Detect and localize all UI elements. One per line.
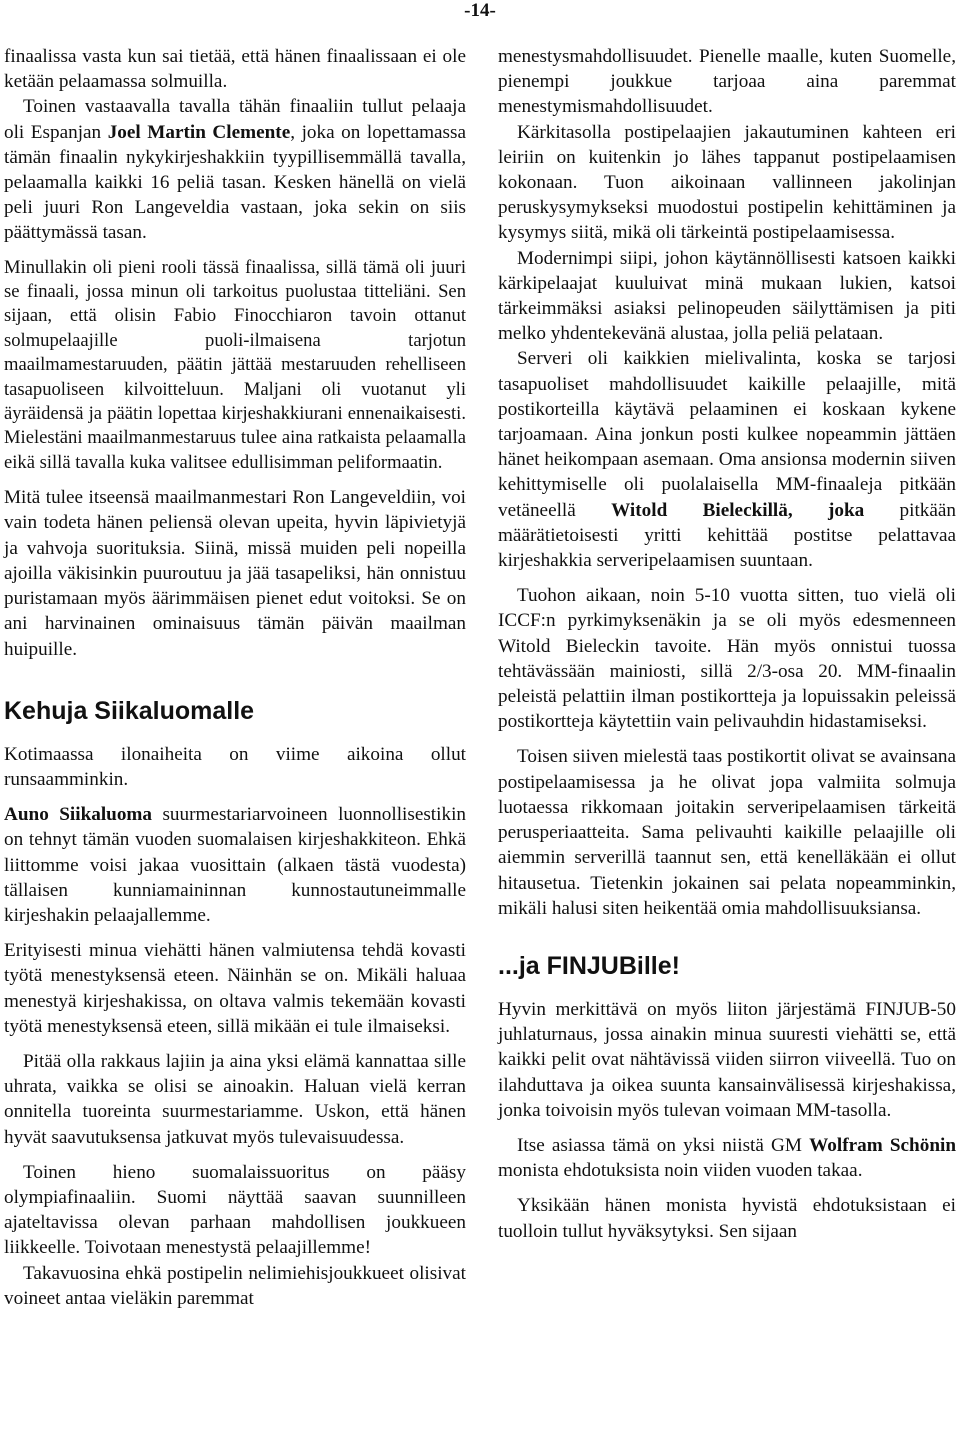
paragraph: Yksikään hänen monista hyvistä ehdotuksistaan ei tuolloin tullut hyväksytyksi. Sen sijaan — [498, 1195, 956, 1242]
paragraph: Kotimaassa ilonaiheita on viime aikoina ollut runsaamminkin. — [4, 743, 466, 790]
page-number: -14- — [464, 0, 496, 21]
section-heading: ...ja FINJUBille! — [498, 951, 680, 980]
paragraph: finaalissa vasta kun sai tietää, että hänen finaalissaan ei ole ketään pelaamassa solmuilla. — [4, 46, 466, 93]
right-column — [498, 44, 956, 1244]
paragraph: Takavuosina ehkä postipelin nelimiehisjoukkueet olisivat voineet antaa vieläkin paremmat — [4, 1262, 466, 1309]
paragraph — [498, 346, 956, 573]
paragraph: Tuohon aikaan, noin 5-10 vuotta sitten, tuo vielä oli ICCF:n pyrkimyksenäkin ja se oli myös edesmenneen Witold Bieleckin tavoite. Hän myös onnistui tuossa tehtävässään mainiosti, sillä 2/3-osa 20. MM-finaalin peleistä pelattiin ilman postikortteja ja lopuissakin peleissä postikortteja käytettiin vain pelivauhdin hidastamiseksi. — [498, 585, 956, 733]
paragraph — [4, 94, 466, 245]
paragraph — [498, 1133, 956, 1183]
paragraph: Kärkitasolla postipelaajien jakautuminen kahteen eri leiriin on kuitenkin jo lähes tappanut postipelaamisen kokonaan. Tuon aikoinaan vallinneen jakolinjan peruskysymykseksi muodostui postipelin kehittäminen ja kysymys siitä, mikä oli tärkeintä postipelaamisessa. — [498, 121, 956, 244]
paragraph: Pitää olla rakkaus lajiin ja aina yksi elämä kannattaa sille uhrata, vaikka se olisi se ainoakin. Haluan vielä kerran onnitella tuoreinta suurmestariamme. Uskon, että hänen hyvät saavutuksensa jatkuvat myös tulevaisuudessa. — [4, 1050, 466, 1148]
paragraph — [4, 802, 466, 928]
paragraph: Modernimpi siipi, johon käytännöllisesti katsoen kaikki kärkipelaajat kuuluivat minä mukaan lukien, katsoi tärkeimmäksi asiaksi pelinopeuden säilyttämisen ja piti melko yhdentekevänä alustaa, jolla peliä pelataan. — [498, 247, 956, 345]
text: monista ehdotuksista noin viiden vuoden takaa. — [498, 1160, 863, 1182]
paragraph: menestysmahdollisuudet. Pienelle maalle, kuten Suomelle, pienempi joukkue tarjoaa aina paremmat menestymismahdollisuudet. — [498, 46, 956, 118]
person-name: Wolfram Schönin — [809, 1134, 956, 1156]
left-column — [4, 44, 466, 1311]
text: Itse asiassa tämä on yksi niistä GM — [517, 1134, 810, 1156]
text: , joka on lopettamassa tämän finaalin nykykirjeshakkiin tyypillisemmällä tavalla, pelaamalla kaikki 16 peliä tasan. Kesken hänellä on vielä peli juuri Ron Langeveldia vastaan, joka sekin on siis päättymässä tasan. — [4, 121, 466, 244]
person-name: Witold Bieleckillä, joka — [611, 499, 865, 521]
paragraph: Erityisesti minua viehätti hänen valmiutensa tehdä kovasti työtä menestyksensä eteen. Näinhän se on. Mikäli haluaa menestyä kirjeshakissa, on oltava valmis tekemään kovasti työtä menestyksensä eteen, sillä mikään ei tule ilmaiseksi. — [4, 940, 466, 1037]
text: pitkään määrätietoisesti yritti kehittää postitse pelattavaa kirjeshakkia serveripelaamisen suuntaan. — [498, 499, 956, 572]
person-name: Auno Siikaluoma — [4, 804, 153, 826]
paragraph: Toisen siiven mielestä taas postikortit olivat se avainsana postipelaamisessa ja he olivat jopa valmiita solmuja luotaessa rikkomaan joitakin serveripelaamisen tärkeitä perusperiaatteita. Sama pelivauhti kaikille pelaajille oli aiemmin serverillä taannut sen, että kenelläkään ei ollut hitausetua. Tietenkin jokainen sai pelata nopeamminkin, mikäli halusi siten heikentää omia mahdollisuuksiansa. — [498, 746, 956, 919]
paragraph: Hyvin merkittävä on myös liiton järjestämä FINJUB-50 juhlaturnaus, jossa ainakin minua suuresti viehätti se, että kaikki pelit ovat nähtävissä viiden siirron viiveellä. Tuo on ilahduttava ja oikea suunta kansainvälisessä kirjeshakissa, jonka toivoisin myös tulevan voimaan MM-tasolla. — [498, 998, 956, 1121]
text: suurmestariarvoineen luonnollisestikin on tehnyt tämän vuoden suomalaisen kirjeshakkiteon. Ehkä liittomme voisi jakaa vuosittain (alkaen tästä vuodesta) tällaisen kunniamaininnan kunnostautuneimmalle kirjeshakin pelaajallemme. — [4, 804, 466, 926]
section-heading: Kehuja Siikaluomalle — [4, 696, 255, 725]
paragraph: Toinen hieno suomalaissuoritus on pääsy olympiafinaaliin. Suomi näyttää saavan suunnilleen ajateltavissa olevan parhaan mahdollisen joukkueen liikkeelle. Toivotaan menestystä pelaajillemme! — [4, 1161, 466, 1259]
person-name: Joel Martin Clemente — [107, 121, 291, 143]
text: Toinen vastaavalla tavalla tähän finaaliin tullut pelaaja oli Espanjan — [4, 96, 466, 143]
paragraph: Minullakin oli pieni rooli tässä finaalissa, sillä tämä oli juuri se finaali, jossa minun oli tarkoitus puolustaa titteliäni. Sen sijaan, että olisin Fabio Finocchiaron tavoin ottanut solmupelaajille puoli-ilmaisena tarjotun maailmamestaruuden, päätin jättää mestaruuden rehelliseen tasapuoliseen kilvoitteluun. Maljani oli vuotanut yli äyräidensä ja päätin lopettaa kirjeshakkiurani ennenaikaisesti. Mielestäni maailmanmestaruus tulee aina ratkaista pelaamalla eikä sillä tavalla kuka valitsee edullisimman peliformaatin. — [4, 256, 466, 473]
paragraph: Mitä tulee itseensä maailmanmestari Ron Langeveldiin, voi vain todeta hänen peliensä olevan upeita, hyvin läpivietyjä ja vahvoja suorituksia. Siinä, missä muiden peli nopeilla ajoilla väkisinkin puuroutuu ja jää tasapeliksi, hän onnistuu puristamaan myös äärimmäisen pienet edut voitoksi. Se on ani harvinainen ominaisuus tämän päivän maailman huipuille. — [4, 487, 466, 660]
text: Serveri oli kaikkien mielivalinta, koska se tarjosi tasapuoliset mahdollisuudet kaikille pelaajille, mitä postikorteilla käytävä pelaaminen ei koskaan kykene tarjoamaan. Aina jonkun posti kulkee nopeammin jättäen hänet heikompaan asemaan. Oma ansionsa modernin siiven kehittymiselle oli puolalaisella MM-finaaleja pitkään vetäneellä — [498, 348, 956, 521]
